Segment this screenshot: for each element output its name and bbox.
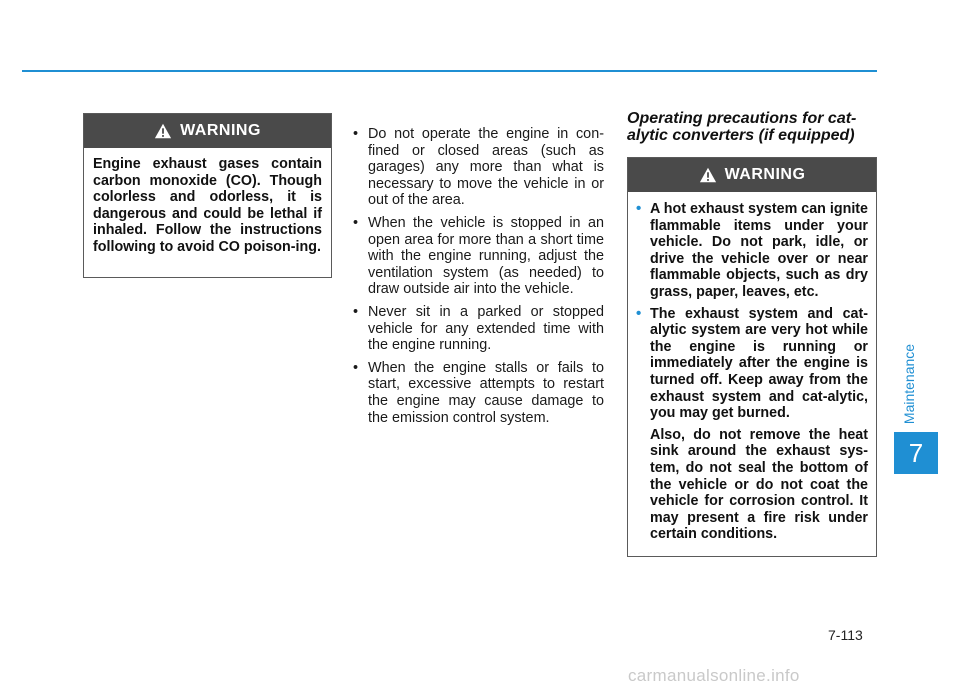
additional-note: Also, do not remove the heat sink around the exhaust sys-tem, do not seal the bottom of the vehicle or do not coat the vehicle for corrosion control. It may present a fire risk under certain conditions.	[650, 426, 868, 543]
section-title: Operating precautions for cat-alytic converters (if equipped)	[627, 110, 857, 144]
warning-header	[84, 114, 331, 148]
warning-body	[628, 192, 876, 558]
watermark: carmanualsonline.info	[628, 666, 800, 685]
chapter-tab: 7	[894, 432, 938, 474]
warning-text: Engine exhaust gases contain carbon monoxide (CO). Though colorless and odorless, it is dangerous and could be lethal if inhaled. Follow the instructions following to avoid CO poison-ing.	[93, 156, 322, 255]
warning-header	[628, 158, 876, 192]
section-side-label: Maintenance	[901, 343, 918, 425]
list-item: • The exhaust system and cat-alytic system are very hot while the engine is running or immediately after the engine is turned off. Keep away from the exhaust system and cat-alytic, you may get burned. Also, do not remove the heat sink around the exhaust sys-tem, do not seal the bottom of the vehicle or do not coat the vehicle for corrosion control. It may present a fire risk under certain conditions.	[636, 304, 868, 543]
warning-triangle-icon	[154, 122, 172, 140]
warning-triangle-icon	[699, 166, 717, 184]
catalytic-warning-box	[627, 157, 877, 557]
list-item: • Never sit in a parked or stopped vehicle for any extended time with the engine running.	[353, 303, 604, 354]
list-item: • Do not operate the engine in con-fined or closed areas (such as garages) any more than what is necessary to move the vehicle in or out of the area.	[353, 126, 604, 209]
page-number: 7-113	[828, 627, 863, 643]
top-rule	[22, 70, 877, 72]
co-warning-box	[83, 113, 332, 278]
warning-heading: WARNING	[724, 166, 806, 183]
list-item: • When the engine stalls or fails to start, excessive attempts to restart the engine may cause damage to the emission control system.	[353, 359, 604, 426]
co-precautions-list	[350, 126, 604, 432]
warning-heading: WARNING	[180, 122, 261, 139]
list-item: • A hot exhaust system can ignite flammable items under your vehicle. Do not park, idle, or drive the vehicle over or near flammable objects, such as dry grass, paper, leaves, etc.	[636, 200, 868, 300]
list-item: • When the vehicle is stopped in an open area for more than a short time with the engine running, adjust the ventilation system (as needed) to draw outside air into the vehicle.	[353, 214, 604, 298]
